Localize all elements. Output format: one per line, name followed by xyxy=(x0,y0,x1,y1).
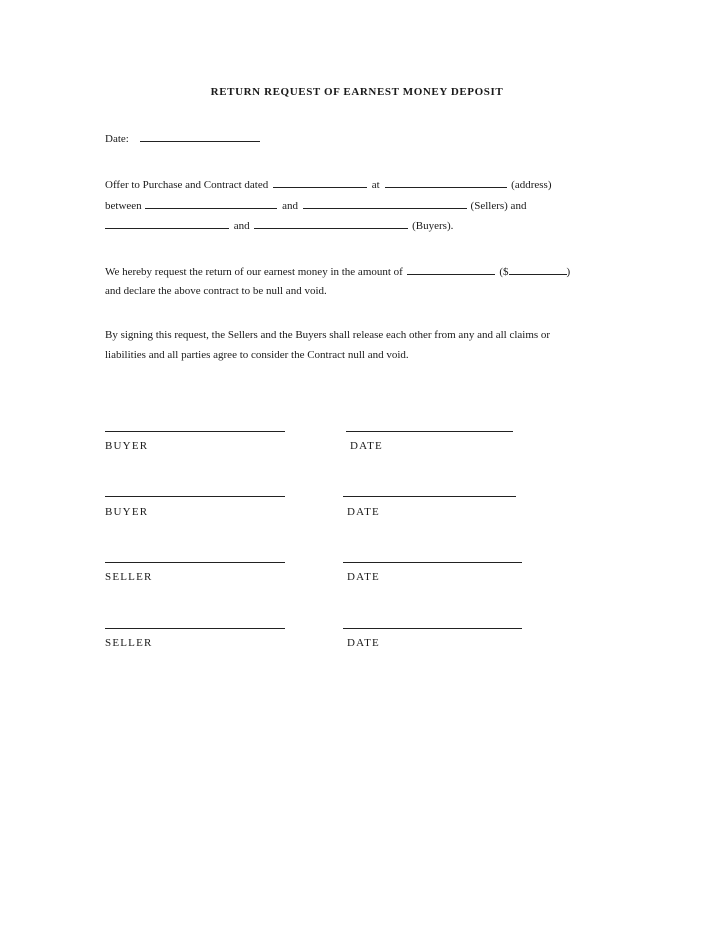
date-row xyxy=(105,131,260,145)
seller-name-blank-1[interactable] xyxy=(145,198,277,209)
buyer-signature-line-2[interactable] xyxy=(105,496,285,497)
buyer-date-line-1[interactable] xyxy=(346,431,513,432)
date-label: Date: xyxy=(105,133,129,145)
seller-signature-line-1[interactable] xyxy=(105,562,285,563)
date-blank[interactable] xyxy=(140,131,260,142)
buyer-label-1: BUYER xyxy=(105,440,149,452)
offer-line-3 xyxy=(105,218,453,232)
release-line-2: liabilities and all parties agree to consider the Contract null and void. xyxy=(105,349,409,361)
request-text-1: We hereby request the return of our earnest money in the amount of xyxy=(105,266,403,278)
offer-text-5: and xyxy=(282,200,299,212)
request-line-1 xyxy=(105,264,570,278)
buyer-label-2: BUYER xyxy=(105,506,149,518)
seller-name-blank-2[interactable] xyxy=(303,198,467,209)
seller-date-line-2[interactable] xyxy=(343,628,522,629)
offer-text-2: at xyxy=(371,179,380,191)
seller-label-2: SELLER xyxy=(105,637,153,649)
request-text-2: ($ xyxy=(499,266,509,278)
seller-date-line-1[interactable] xyxy=(343,562,522,563)
buyer-signature-line-1[interactable] xyxy=(105,431,285,432)
document-title: RETURN REQUEST OF EARNEST MONEY DEPOSIT xyxy=(210,86,504,98)
buyer-name-blank-2[interactable] xyxy=(254,218,408,229)
request-text-3: ) xyxy=(566,266,571,278)
offer-line-1 xyxy=(105,177,552,191)
address-blank[interactable] xyxy=(385,177,507,188)
date-label-3: DATE xyxy=(347,571,380,583)
date-label-1: DATE xyxy=(350,440,383,452)
amount-words-blank[interactable] xyxy=(407,264,495,275)
offer-text-3: (address) xyxy=(511,179,552,191)
amount-number-blank[interactable] xyxy=(509,264,567,275)
release-line-1: By signing this request, the Sellers and the Buyers shall release each other from any and all claims or xyxy=(105,329,551,341)
request-line-2: and declare the above contract to be null and void. xyxy=(105,285,327,297)
offer-text-6: (Sellers) and xyxy=(470,200,527,212)
contract-date-blank[interactable] xyxy=(273,177,367,188)
seller-label-1: SELLER xyxy=(105,571,153,583)
offer-text-1: Offer to Purchase and Contract dated xyxy=(105,179,269,191)
offer-text-7: and xyxy=(233,220,250,232)
date-label-2: DATE xyxy=(347,506,380,518)
offer-text-8: (Buyers). xyxy=(412,220,454,232)
date-label-4: DATE xyxy=(347,637,380,649)
seller-signature-line-2[interactable] xyxy=(105,628,285,629)
offer-text-4: between xyxy=(105,200,142,212)
buyer-date-line-2[interactable] xyxy=(343,496,516,497)
offer-line-2 xyxy=(105,198,526,212)
buyer-name-blank-1[interactable] xyxy=(105,218,229,229)
